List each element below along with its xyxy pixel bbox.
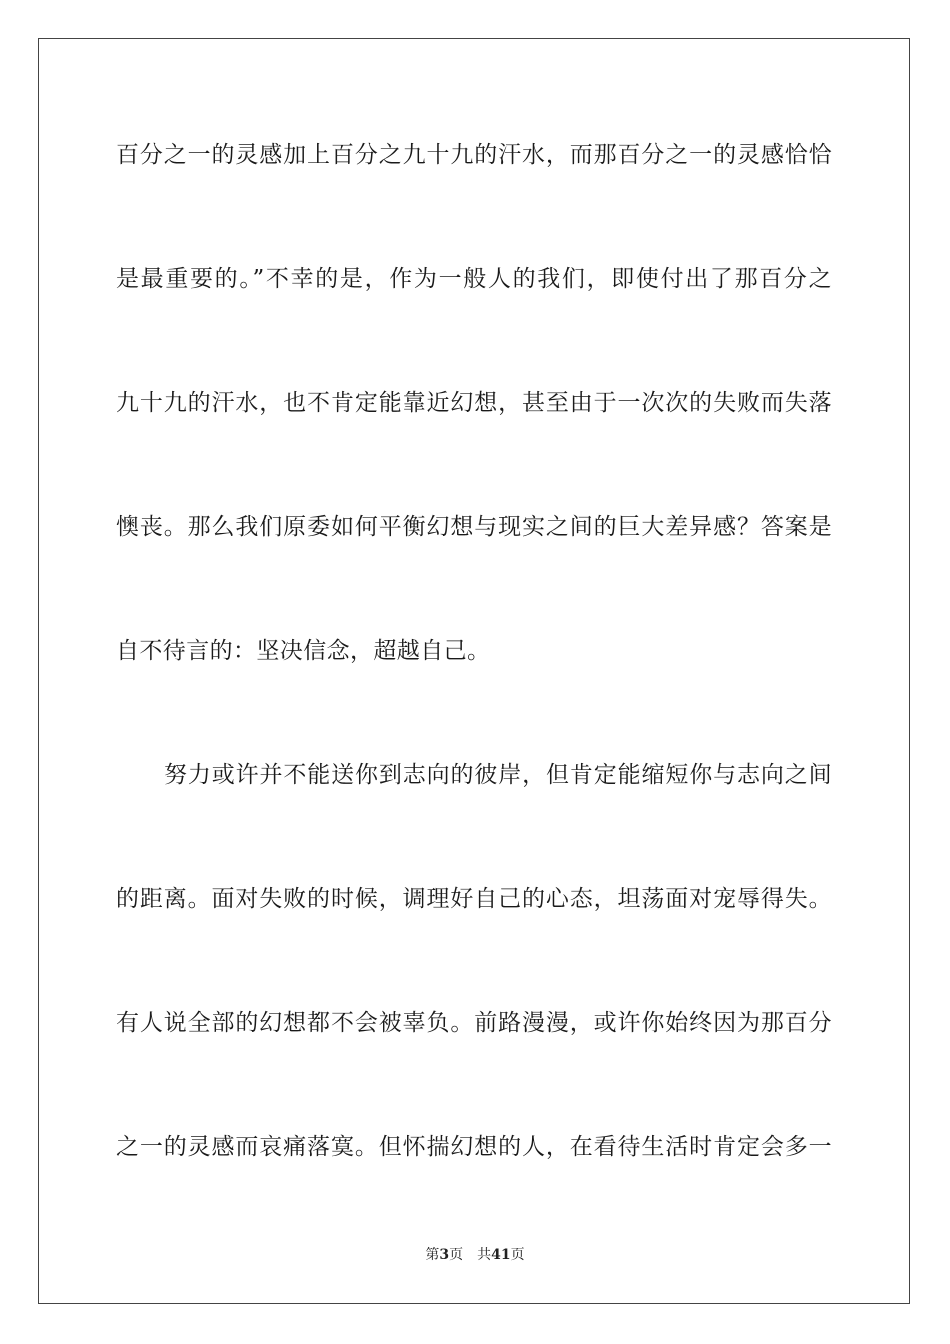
text-line: 努力或许并不能送你到志向的彼岸，但肯定能缩短你与志向之间 <box>164 762 832 788</box>
total-prefix: 共 <box>477 1247 492 1263</box>
text-line: 自不待言的：坚决信念，超越自己。 <box>116 638 491 664</box>
text-line: 九十九的汗水，也不肯定能靠近幻想，甚至由于一次次的失败而失落 <box>116 390 832 416</box>
page-total-number: 41 <box>491 1247 511 1263</box>
page-footer <box>0 1244 950 1264</box>
text-line: 之一的灵感而哀痛落寞。但怀揣幻想的人，在看待生活时肯定会多一 <box>116 1134 832 1160</box>
text-line: 的距离。面对失败的时候，调理好自己的心态，坦荡面对宠辱得失。 <box>116 886 832 912</box>
text-line: 是最重要的。”不幸的是，作为一般人的我们，即使付出了那百分之 <box>116 266 832 292</box>
page-current-number: 3 <box>439 1247 450 1263</box>
page-prefix: 第 <box>425 1247 440 1263</box>
document-body <box>116 124 832 1178</box>
text-line: 懊丧。那么我们原委如何平衡幻想与现实之间的巨大差异感？答案是 <box>116 514 832 540</box>
total-suffix: 页 <box>510 1247 525 1263</box>
text-line: 百分之一的灵感加上百分之九十九的汗水，而那百分之一的灵感恰恰 <box>116 142 832 168</box>
text-line: 有人说全部的幻想都不会被辜负。前路漫漫，或许你始终因为那百分 <box>116 1010 832 1036</box>
page-suffix: 页 <box>449 1247 464 1263</box>
